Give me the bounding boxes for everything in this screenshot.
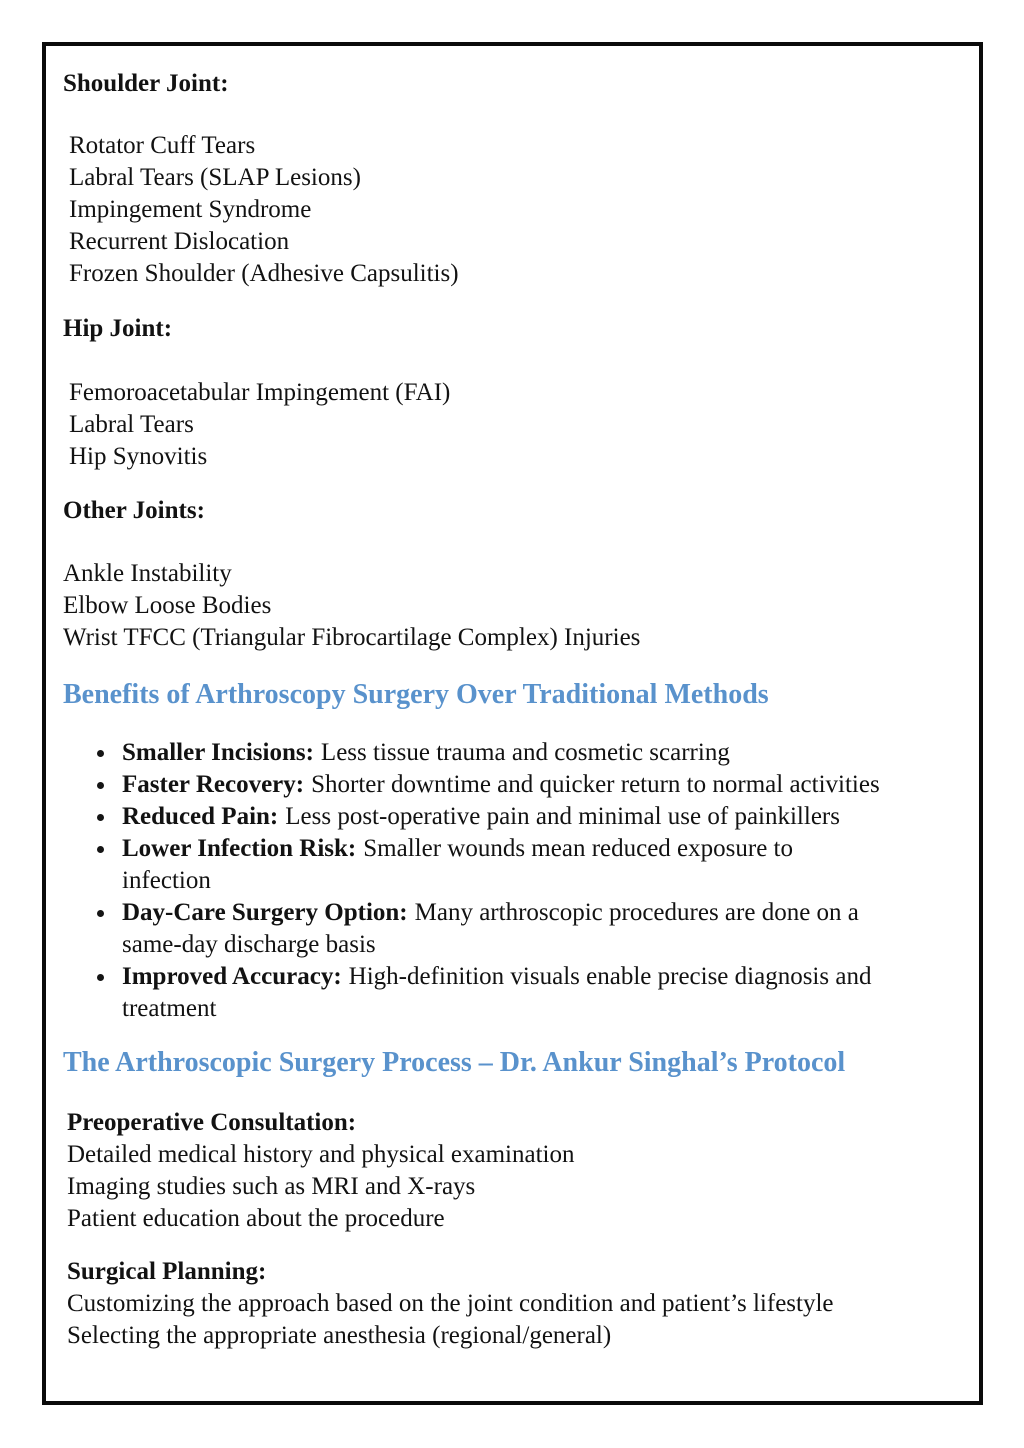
bullet-icon <box>97 814 104 821</box>
bullet-text: Shorter downtime and quicker return to normal activities <box>311 771 880 798</box>
list-item: Elbow Loose Bodies <box>63 592 272 619</box>
bullet-icon <box>97 782 104 789</box>
bullet-icon <box>97 910 104 917</box>
list-item: Wrist TFCC (Triangular Fibrocartilage Complex) Injuries <box>63 624 641 651</box>
subsection-heading: Preoperative Consultation: <box>67 1109 357 1136</box>
bullet-text: Less post-operative pain and minimal use of painkillers <box>285 803 840 830</box>
section-heading-shoulder-joint: Shoulder Joint: <box>63 70 229 97</box>
list-item: Femoroacetabular Impingement (FAI) <box>69 379 451 406</box>
benefits-heading: Benefits of Arthroscopy Surgery Over Traditional Methods <box>63 679 769 710</box>
list-item: Rotator Cuff Tears <box>69 132 256 159</box>
section-heading-other-joints: Other Joints: <box>63 497 205 524</box>
benefits-list <box>63 737 967 1025</box>
list-item: Labral Tears <box>69 411 194 438</box>
process-heading: The Arthroscopic Surgery Process – Dr. Ankur Singhal’s Protocol <box>63 1047 846 1078</box>
list-item: Imaging studies such as MRI and X-rays <box>67 1173 476 1200</box>
bullet-item <box>122 961 967 1025</box>
bullet-text-wrap: treatment <box>122 995 217 1022</box>
bullet-text: Smaller wounds mean reduced exposure to <box>363 835 794 862</box>
bullet-item <box>122 801 967 833</box>
list-item: Frozen Shoulder (Adhesive Capsulitis) <box>69 260 459 287</box>
shoulder-condition-list <box>63 130 967 290</box>
bullet-text-wrap: same-day discharge basis <box>122 931 376 958</box>
bullet-text: Many arthroscopic procedures are done on a <box>414 899 859 926</box>
list-item: Recurrent Dislocation <box>69 228 290 255</box>
subsection-heading: Surgical Planning: <box>67 1258 267 1285</box>
bullet-item <box>122 737 967 769</box>
bullet-label: Reduced Pain: <box>122 803 279 830</box>
bullet-item <box>122 897 967 961</box>
bullet-item <box>122 769 967 801</box>
list-item: Patient education about the procedure <box>67 1205 445 1232</box>
bullet-label: Improved Accuracy: <box>122 963 342 990</box>
bullet-icon <box>97 750 104 757</box>
bullet-label: Day-Care Surgery Option: <box>122 899 408 926</box>
list-item: Ankle Instability <box>63 560 232 587</box>
list-item: Selecting the appropriate anesthesia (regional/general) <box>67 1322 612 1349</box>
surgical-planning-group <box>63 1256 967 1352</box>
bullet-label: Faster Recovery: <box>122 771 305 798</box>
bullet-label: Smaller Incisions: <box>122 739 314 766</box>
bullet-label: Lower Infection Risk: <box>122 835 357 862</box>
section-heading-hip-joint: Hip Joint: <box>63 315 173 342</box>
list-item: Hip Synovitis <box>69 443 208 470</box>
list-item: Detailed medical history and physical examination <box>67 1141 575 1168</box>
bullet-icon <box>97 974 104 981</box>
list-item: Labral Tears (SLAP Lesions) <box>69 164 361 191</box>
bullet-text-wrap: infection <box>122 867 211 894</box>
preoperative-consultation-group <box>63 1107 967 1235</box>
list-item: Customizing the approach based on the joint condition and patient’s lifestyle <box>67 1290 834 1317</box>
page-border-frame <box>42 42 983 1405</box>
list-item: Impingement Syndrome <box>69 196 312 223</box>
bullet-text: Less tissue trauma and cosmetic scarring <box>320 739 730 766</box>
bullet-icon <box>97 846 104 853</box>
hip-condition-list <box>63 377 967 473</box>
bullet-item <box>122 833 967 897</box>
bullet-text: High-definition visuals enable precise diagnosis and <box>348 963 872 990</box>
other-joints-condition-list <box>63 558 967 654</box>
